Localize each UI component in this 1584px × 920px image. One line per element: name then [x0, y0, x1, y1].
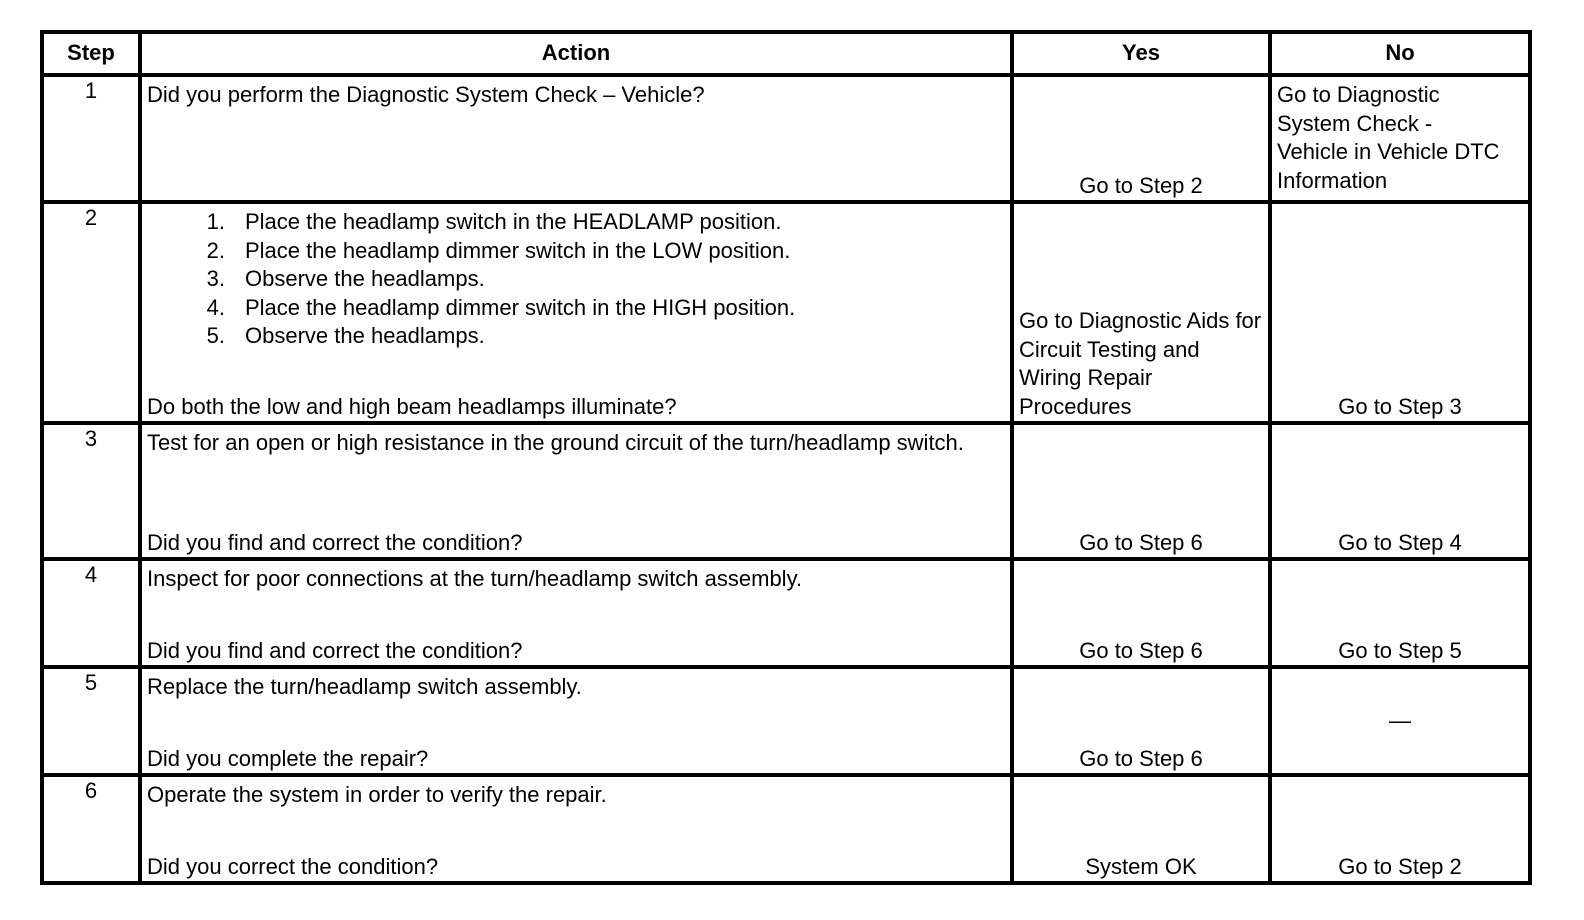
yes-text: Go to Diagnostic Aids for Circuit Testing and Wiring Repair Procedures: [1019, 308, 1262, 419]
list-item: [147, 237, 1005, 266]
action-cell: [140, 75, 1012, 202]
action-cell: [140, 667, 1012, 775]
list-item-number: 4.: [206, 294, 225, 320]
yes-text: Go to Step 2: [1079, 172, 1203, 198]
yes-text: Go to Step 6: [1079, 637, 1203, 663]
no-text: —: [1389, 707, 1411, 733]
step-number: 5: [42, 667, 140, 775]
step-number: 2: [42, 202, 140, 423]
step-number: 1: [42, 75, 140, 202]
action-question: Did you correct the condition?: [147, 853, 439, 879]
action-step-list: [147, 208, 1005, 351]
yes-text: System OK: [1085, 853, 1197, 879]
header-action: Action: [140, 32, 1012, 75]
table-header-row: [42, 32, 1530, 75]
header-no: No: [1270, 32, 1530, 75]
list-item: [147, 208, 1005, 237]
no-text: Go to Step 5: [1338, 637, 1462, 663]
no-cell: [1270, 775, 1530, 883]
list-item-number: 1.: [206, 209, 225, 234]
action-question: Do both the low and high beam headlamps illuminate?: [147, 393, 677, 419]
yes-cell: [1012, 423, 1270, 559]
yes-cell: [1012, 202, 1270, 423]
action-question: Did you complete the repair?: [147, 745, 429, 771]
action-cell: [140, 423, 1012, 559]
step-number: 6: [42, 775, 140, 883]
list-item-number: 2.: [206, 237, 225, 263]
list-item-text: Place the headlamp dimmer switch in the LOW position.: [245, 237, 791, 263]
table-row: [42, 667, 1530, 775]
step-number: 3: [42, 423, 140, 559]
no-cell: [1270, 559, 1530, 667]
action-text: Operate the system in order to verify the repair.: [147, 782, 607, 807]
table-row: [42, 775, 1530, 883]
header-step: Step: [42, 32, 140, 75]
header-yes: Yes: [1012, 32, 1270, 75]
action-cell: [140, 775, 1012, 883]
action-question: Did you find and correct the condition?: [147, 529, 523, 555]
yes-cell: [1012, 775, 1270, 883]
yes-text: Go to Step 6: [1079, 529, 1203, 555]
action-question: Did you find and correct the condition?: [147, 637, 523, 663]
list-item-text: Place the headlamp switch in the HEADLAMP position.: [245, 209, 782, 234]
no-text: Go to Diagnostic System Check - Vehicle in Vehicle DTC Information: [1277, 82, 1500, 193]
yes-cell: [1012, 559, 1270, 667]
list-item-text: Observe the headlamps.: [245, 323, 485, 348]
no-cell: [1270, 75, 1530, 202]
no-text: Go to Step 3: [1338, 393, 1462, 419]
action-cell: [140, 202, 1012, 423]
action-cell: [140, 559, 1012, 667]
action-text: Did you perform the Diagnostic System Check – Vehicle?: [147, 82, 705, 107]
table-row: [42, 423, 1530, 559]
list-item-text: Observe the headlamps.: [245, 266, 485, 291]
table-row: [42, 559, 1530, 667]
action-text: Inspect for poor connections at the turn/headlamp switch assembly.: [147, 566, 803, 591]
list-item-text: Place the headlamp dimmer switch in the HIGH position.: [245, 294, 796, 320]
yes-cell: [1012, 75, 1270, 202]
step-number: 4: [42, 559, 140, 667]
no-cell: [1270, 667, 1530, 775]
no-text: Go to Step 2: [1338, 853, 1462, 879]
table-row: [42, 75, 1530, 202]
yes-text: Go to Step 6: [1079, 745, 1203, 771]
list-item: [147, 322, 1005, 351]
table-row: [42, 202, 1530, 423]
list-item: [147, 294, 1005, 323]
yes-cell: [1012, 667, 1270, 775]
list-item-number: 5.: [206, 323, 225, 348]
no-cell: [1270, 202, 1530, 423]
action-text: Test for an open or high resistance in the ground circuit of the turn/headlamp switch.: [147, 430, 964, 455]
action-text: Replace the turn/headlamp switch assembly.: [147, 674, 582, 699]
no-cell: [1270, 423, 1530, 559]
no-text: Go to Step 4: [1338, 529, 1462, 555]
list-item: [147, 265, 1005, 294]
diagnostic-table: [40, 30, 1532, 885]
list-item-number: 3.: [206, 266, 225, 291]
